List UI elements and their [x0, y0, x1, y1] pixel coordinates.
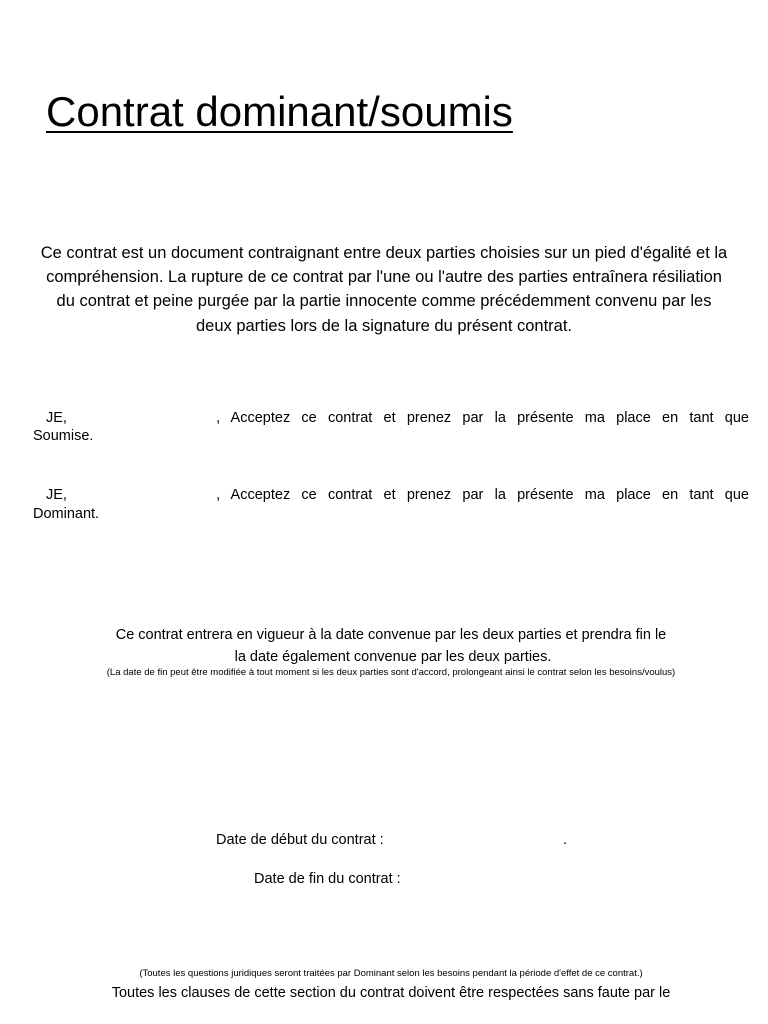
- legal-note: (Toutes les questions juridiques seront traitées par Dominant selon les besoins pendant la période d'effet de ce contrat.): [139, 968, 643, 979]
- dominant-acceptance-text: , Acceptez ce contrat et prenez par la présente ma place en tant que: [216, 487, 749, 503]
- start-date-label: Date de début du contrat :: [216, 832, 384, 848]
- dominant-role: Dominant.: [33, 506, 100, 522]
- intro-paragraph: Ce contrat est un document contraignant entre deux parties choisies sur un pied d'égalité et la compréhension. La rupture de ce contrat par l'une ou l'autre des parties entraînera résiliation du contrat et peine purgée par la partie innocente comme précédemment convenu par les deux parties lors de la signature du présent contrat.: [40, 244, 728, 335]
- end-date-label: Date de fin du contrat :: [254, 871, 401, 887]
- submissive-je-label: JE,: [46, 410, 67, 426]
- start-date-trailer: .: [563, 832, 568, 848]
- document-title: Contrat dominant/soumis: [46, 88, 513, 135]
- clauses-line: Toutes les clauses de cette section du contrat doivent être respectées sans faute par le: [111, 985, 671, 1001]
- dominant-name-blank: [67, 487, 216, 504]
- validity-line-2: la date également convenue par les deux parties.: [234, 649, 552, 665]
- submissive-role: Soumise.: [33, 428, 94, 444]
- validity-note: (La date de fin peut être modifiée à tout moment si les deux parties sont d'accord, prolongeant ainsi le contrat selon les besoins/voulus): [106, 667, 676, 678]
- validity-line-1: Ce contrat entrera en vigueur à la date convenue par les deux parties et prendra fin le: [115, 627, 667, 643]
- submissive-acceptance-text: , Acceptez ce contrat et prenez par la présente ma place en tant que: [216, 410, 749, 426]
- submissive-name-blank: [67, 410, 216, 427]
- dominant-je-label: JE,: [46, 487, 67, 503]
- submissive-acceptance-line: [46, 410, 749, 427]
- dominant-acceptance-line: [46, 487, 749, 504]
